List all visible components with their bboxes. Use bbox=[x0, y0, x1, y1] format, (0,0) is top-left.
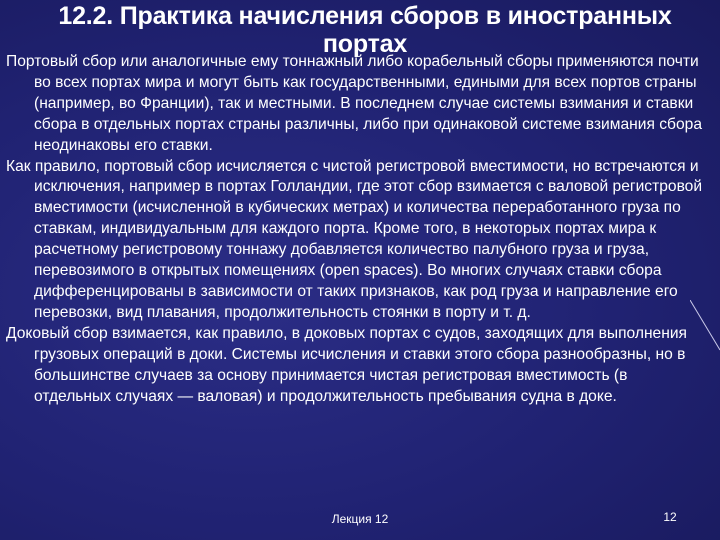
decorative-line bbox=[690, 300, 720, 360]
slide-body bbox=[6, 52, 706, 407]
page-number: 12 bbox=[663, 510, 677, 524]
paragraph-port-fee: Портовый сбор или аналогичные ему тоннажный либо корабельный сборы применяются почти во всех портах мира и могут быть как государственными, едиными для всех портов страны (например, во Франции), так и местными. В последнем случае системы взимания и ставки сбора в отдельных портах страны различны, либо при одинаковой системе взимания сбора неодинаковы его ставки. bbox=[6, 53, 702, 154]
slide-title: 12.2. Практика начисления сборов в иностранных портах bbox=[58, 2, 672, 58]
paragraph-calculation: Как правило, портовый сбор исчисляется с чистой регистровой вместимости, но встречаются и исключения, например в портах Голландии, где этот сбор взимается с валовой регистровой вместимости (исчисленной в кубических метрах) и количества переработанного груза по ставкам, индивидуальным для каждого порта. Кроме того, в некоторых портах мира к расчетному регистровому тоннажу добавляется количество палубного груза и груза, перевозимого в открытых помещениях (open spaces). Во многих случаях ставки сбора дифференцированы в зависимости от таких признаков, как род груза и направление его перевозки, вид плавания, продолжительность стоянки в порту и т. д. bbox=[6, 157, 703, 321]
paragraph-dock-fee: Доковый сбор взимается, как правило, в доковых портах с судов, заходящих для выполнения грузовых операций в доки. Системы исчисления и ставки этого сбора разнообразны, но в большинстве случаев за основу принимается чистая регистровая вместимость (в отдельных случаях — валовая) и продолжительность пребывания судна в доке. bbox=[6, 324, 687, 405]
footer-lecture-label: Лекция 12 bbox=[331, 512, 389, 526]
